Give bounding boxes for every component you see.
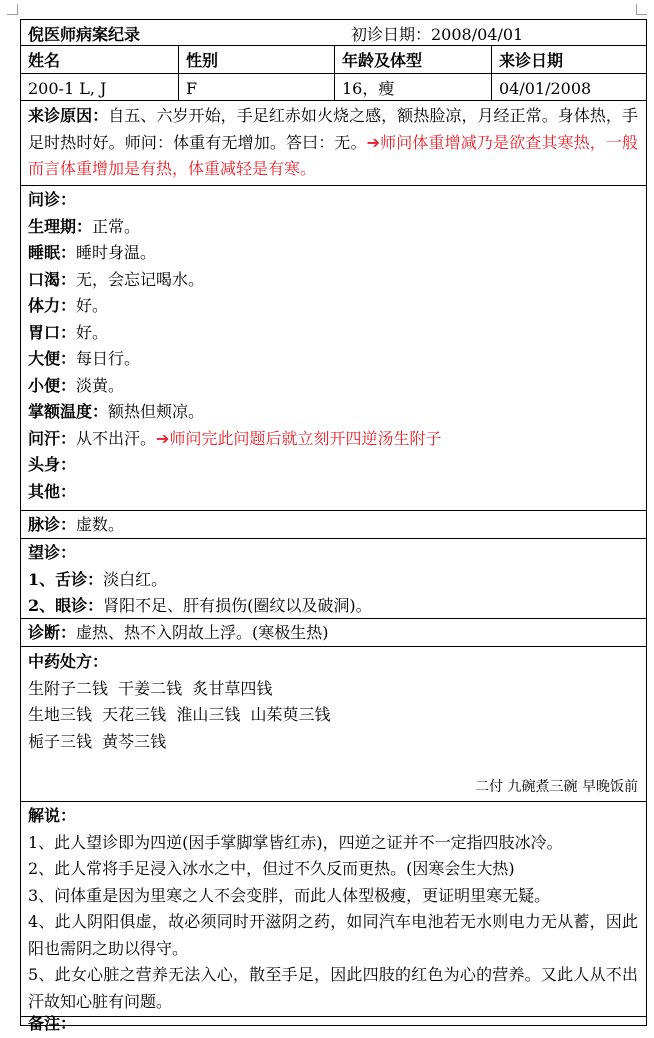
sex-value: F: [178, 74, 334, 100]
inquiry-item: 大便：每日行。: [28, 349, 141, 368]
name-header: 姓名: [28, 51, 61, 70]
reason-label: 来诊原因：: [28, 106, 109, 125]
inquiry-item: 睡眠：睡时身温。: [28, 243, 157, 262]
visit-date-header: 来诊日期: [491, 46, 648, 73]
inquiry-item: 头身：: [28, 455, 77, 474]
medical-record-table: [20, 19, 647, 1033]
page-corner-mark-right: [636, 4, 647, 15]
sweat-teacher-note: ➔师问完此问题后就立刻开四逆汤生附子: [156, 428, 442, 448]
first-visit-date: 初诊日期：2008/04/01: [351, 25, 524, 44]
inquiry-item: 生理期：正常。: [28, 216, 141, 236]
inquiry-item: 其他：: [28, 481, 77, 501]
inspection-label: 望诊：: [28, 543, 77, 562]
reason-text: 自五、六岁开始，手足红赤如火烧之感，额热脸凉，月经正常。身体热，手足时热时好。师问：体重有无增加。答曰：无。: [28, 106, 638, 152]
inquiry-item: 掌额温度：额热但颊凉。: [28, 402, 205, 421]
diagnosis-section: [21, 618, 646, 646]
inspection-item: 2、眼诊：肾阳不足、肝有损伤(圈纹以及破洞)。: [28, 596, 372, 615]
age-build-value: 16，瘦: [334, 74, 491, 100]
remarks-label: 备注：: [28, 1014, 77, 1033]
explanation-item: 1、此人望诊即为四逆(因手掌脚掌皆红赤)，四逆之证并不一定指四肢冰冷。: [28, 832, 563, 852]
inquiry-item: 小便：淡黄。: [28, 375, 125, 395]
reason-section: [21, 100, 646, 185]
diagnosis-value: 虚热、热不入阴故上浮。(寒极生热): [76, 623, 329, 642]
explanation-item: 4、此人阴阳俱虚，故必须同时开滋阴之药，如同汽车电池若无水则电力无从蓄，因此阳也需阴之助以得守。: [28, 912, 638, 958]
record-title: 倪医师病案纪录: [28, 25, 141, 44]
dosage-instruction: 二付 九碗煮三碗 早晚饭前: [475, 779, 638, 795]
inquiry-item: 问汗：从不出汗。➔师问完此问题后就立刻开四逆汤生附子: [28, 428, 442, 448]
explanation-item: 2、此人常将手足浸入冰水之中，但过不久反而更热。(因寒会生大热): [28, 859, 515, 878]
page-corner-mark-left: [7, 4, 18, 15]
pulse-value: 虚数。: [76, 515, 125, 534]
inspection-section: [21, 538, 646, 618]
pulse-label: 脉诊：: [28, 515, 77, 534]
prescription-label: 中药处方：: [28, 652, 109, 671]
visit-date-value: 04/01/2008: [491, 74, 648, 100]
reason-teacher-note: ➔师问体重增减乃是欲查其寒热，一般而言体重增加是有热，体重减轻是有寒。: [28, 132, 638, 178]
prescription-line: 生地三钱 天花三钱 淮山三钱 山茱萸三钱: [28, 705, 331, 724]
age-build-header: 年龄及体型: [334, 46, 491, 73]
pulse-section: [21, 510, 646, 538]
sex-header: 性别: [178, 46, 334, 73]
inquiry-section: [21, 185, 646, 510]
explanation-item: 3、问体重是因为里寒之人不会变胖，而此人体型极瘦，更证明里寒无疑。: [28, 885, 551, 905]
prescription-section: [21, 646, 646, 801]
inquiry-item: 体力：好。: [28, 296, 109, 315]
diagnosis-label: 诊断：: [28, 623, 77, 642]
inquiry-list: [28, 187, 638, 505]
reason-paragraph: [28, 103, 638, 183]
explanation-section: [21, 801, 646, 1016]
explanation-item: 5、此女心脏之营养无法入心，散至手足，因此四肢的红色为心的营养。又此人从不出汗故知心脏有问题。: [28, 965, 638, 1011]
prescription-line: 栀子三钱 黄芩三钱: [28, 731, 167, 751]
info-header-row: [21, 45, 646, 73]
prescription-line: 生附子二钱 干姜二钱 炙甘草四钱: [28, 678, 273, 698]
inquiry-item: 胃口：好。: [28, 322, 109, 342]
remarks-section: [21, 1014, 646, 1033]
inquiry-label: 问诊：: [28, 190, 77, 209]
explanation-label: 解说：: [28, 806, 77, 825]
inspection-item: 1、舌诊：淡白红。: [28, 569, 168, 589]
info-values-row: [21, 73, 646, 100]
patient-name-value: 200-1 L, J: [28, 79, 107, 98]
inquiry-item: 口渴：无，会忘记喝水。: [28, 269, 205, 289]
record-header-row: [21, 20, 646, 45]
